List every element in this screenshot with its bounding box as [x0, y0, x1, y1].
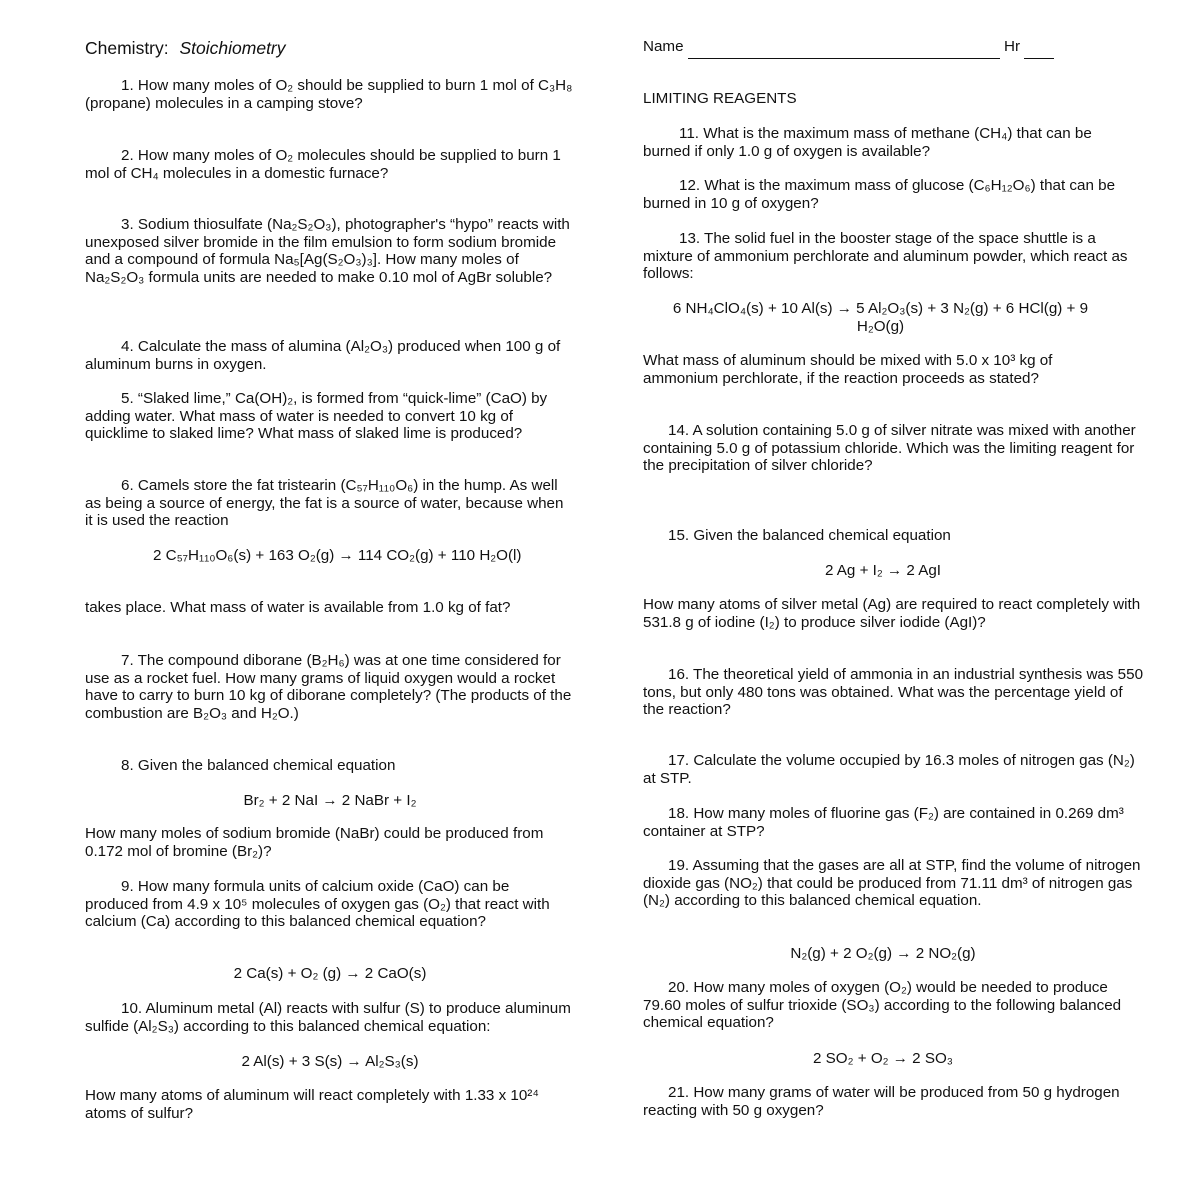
question-16: 16. The theoretical yield of ammonia in an industrial synthesis was 550 tons, but only 480 tons was obtained. What was the percentage yield of the reaction? — [643, 666, 1144, 719]
question-7: 7. The compound diborane (B₂H₆) was at one time considered for use as a rocket fuel. How many grams of liquid oxygen would a rocket have to carry to burn 10 kg of diborane completely? (The products of the combustion are B₂O₃ and H₂O.) — [85, 652, 572, 722]
question-8: 8. Given the balanced chemical equation — [121, 757, 396, 774]
question-13-equation: 6 NH₄ClO₄(s) + 10 Al(s) → 5 Al₂O₃(s) + 3 N₂(g) + 6 HCl(g) + 9 H₂O(g) — [672, 300, 1089, 335]
question-20-equation — [623, 1050, 1143, 1068]
name-label: Name — [643, 38, 684, 55]
question-2: 2. How many moles of O₂ molecules should be supplied to burn 1 mol of CH₄ molecules in a domestic furnace? — [85, 147, 561, 182]
question-13-followup: What mass of aluminum should be mixed with 5.0 x 10³ kg of ammonium perchlorate, if the reaction proceeds as stated? — [643, 352, 1053, 387]
question-6: 6. Camels store the fat tristearin (C₅₇H₁₁₀O₆) in the hump. As well as being a source of energy, the fat is a source of water, because when it is used the reaction — [85, 477, 564, 530]
question-9-equation: 2 Ca(s) + O₂ (g) → 2 CaO(s) — [233, 965, 427, 982]
question-20: 20. How many moles of oxygen (O₂) would be needed to produce 79.60 moles of sulfur trioxide (SO₃) according to the following balanced chemical equation? — [643, 979, 1122, 1032]
question-15: 15. Given the balanced chemical equation — [668, 527, 951, 544]
question-15-equation-text: 2 Ag + I₂ → 2 AgI — [824, 562, 942, 579]
hr-blank[interactable] — [1024, 40, 1054, 59]
hr-label: Hr — [1003, 38, 1021, 55]
question-20-equation-text: 2 SO₂ + O₂ → 2 SO₃ — [813, 1050, 953, 1067]
name-hr-line — [643, 38, 1143, 59]
question-11: 11. What is the maximum mass of methane (CH₄) that can be burned if only 1.0 g of oxygen is available? — [643, 125, 1092, 160]
topic-label: Stoichiometry — [179, 38, 286, 58]
question-19-equation — [623, 945, 1143, 963]
worksheet-title — [85, 38, 575, 58]
question-10: 10. Aluminum metal (Al) reacts with sulfur (S) to produce aluminum sulfide (Al₂S₃) according to this balanced chemical equation: — [85, 1000, 571, 1035]
question-14: 14. A solution containing 5.0 g of silver nitrate was mixed with another containing 5.0 g of potassium chloride. Which was the limiting reagent for the precipitation of silver chloride? — [643, 422, 1136, 475]
question-21: 21. How many grams of water will be produced from 50 g hydrogen reacting with 50 g oxygen? — [643, 1084, 1120, 1119]
question-4: 4. Calculate the mass of alumina (Al₂O₃) produced when 100 g of aluminum burns in oxygen. — [85, 338, 561, 373]
question-19-equation-text: N₂(g) + 2 O₂(g) → 2 NO₂(g) — [790, 945, 976, 962]
question-10-equation: 2 Al(s) + 3 S(s) → Al₂S₃(s) — [241, 1053, 419, 1070]
question-15-followup: How many atoms of silver metal (Ag) are required to react completely with 531.8 g of iodine (I₂) to produce silver iodide (AgI)? — [643, 596, 1141, 631]
question-12: 12. What is the maximum mass of glucose (C₆H₁₂O₆) that can be burned in 10 g of oxygen? — [643, 177, 1116, 212]
question-9: 9. How many formula units of calcium oxide (CaO) can be produced from 4.9 x 10⁵ molecules of oxygen gas (O₂) that react with calcium (Ca) according to this balanced chemical equation? — [85, 878, 550, 931]
question-5: 5. “Slaked lime,” Ca(OH)₂, is formed from “quick-lime” (CaO) by adding water. What mass of water is needed to convert 10 kg of quicklime to slaked lime? What mass of slaked lime is produced? — [85, 390, 548, 443]
question-18: 18. How many moles of fluorine gas (F₂) are contained in 0.269 dm³ container at STP? — [643, 805, 1124, 840]
question-6-equation: 2 C₅₇H₁₁₀O₆(s) + 163 O₂(g) → 114 CO₂(g) + 110 H₂O(l) — [153, 547, 522, 564]
question-8-equation: Br₂ + 2 NaI → 2 NaBr + I₂ — [243, 792, 417, 809]
name-blank[interactable] — [688, 40, 1000, 59]
question-15-equation — [623, 562, 1143, 580]
question-17: 17. Calculate the volume occupied by 16.3 moles of nitrogen gas (N₂) at STP. — [643, 752, 1135, 787]
question-13: 13. The solid fuel in the booster stage of the space shuttle is a mixture of ammonium perchlorate and aluminum powder, which react as follows: — [643, 230, 1128, 283]
question-1: 1. How many moles of O₂ should be supplied to burn 1 mol of C₃H₈ (propane) molecules in a camping stove? — [85, 77, 573, 112]
section-heading: LIMITING REAGENTS — [643, 90, 797, 107]
question-8-followup: How many moles of sodium bromide (NaBr) could be produced from 0.172 mol of bromine (Br₂)? — [85, 825, 544, 860]
course-label: Chemistry: — [85, 38, 169, 58]
question-10-followup: How many atoms of aluminum will react completely with 1.33 x 10²⁴ atoms of sulfur? — [85, 1087, 539, 1122]
question-19: 19. Assuming that the gases are all at STP, find the volume of nitrogen dioxide gas (NO₂) that could be produced from 71.11 dm³ of nitrogen gas (N₂) according to this balanced chemical equation. — [643, 857, 1141, 910]
question-3: 3. Sodium thiosulfate (Na₂S₂O₃), photographer's “hypo” reacts with unexposed silver bromide in the film emulsion to form sodium bromide and a compound of formula Na₅[Ag(S₂O₃)₃]. How many moles of Na₂S₂O₃ formula units are needed to make 0.10 mol of AgBr soluble? — [85, 216, 570, 286]
question-6-followup: takes place. What mass of water is available from 1.0 kg of fat? — [85, 599, 511, 616]
